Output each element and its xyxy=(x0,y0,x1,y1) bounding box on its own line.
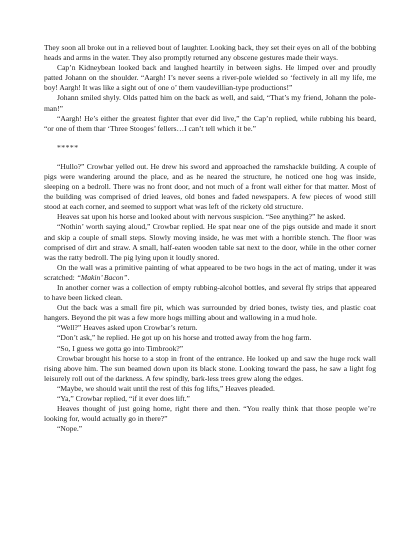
paragraph: In another corner was a collection of empty rubbing-alcohol bottles, and several fly strips that appeared to have been licked clean. xyxy=(44,282,376,303)
paragraph: They soon all broke out in a relieved bout of laughter. Looking back, they set their eyes on all of the bobbing heads and arms in the water. They also promptly returned any obscene gestures made their ways. xyxy=(44,43,376,63)
paragraph: “Maybe, we should wait until the rest of this fog lifts,” Heaves pleaded. xyxy=(57,383,275,393)
section-two xyxy=(44,162,376,435)
sign-text: “Makin’ Bacon” xyxy=(76,272,128,282)
scene-separator: ***** xyxy=(57,142,79,152)
paragraph: Heaves thought of just going home, right there and then. “You really think that those people we’re looking for, would actually go in there?” xyxy=(44,404,376,424)
paragraph: Out the back was a small fire pit, which was surrounded by dried bones, twisty ties, and plastic coat hangers. Beyond the pit was a few more hogs milling about and wallowing in a mud hole. xyxy=(44,303,376,323)
paragraph: “Hullo?” Crowbar yelled out. He drew his sword and approached the ramshackle building. A couple of pigs were wandering around the place, and as he neared the structure, he noticed one hog was inside, sleeping on a bedroll. There was no front door, and not much of a front wall either for that matter. Most of the building was comprised of dried leaves, old bones and faded newspapers. A few pieces of wood still stood at each corner, and seemed to support what was left of the rickety old structure. xyxy=(44,161,376,212)
sign-end-text: . xyxy=(127,272,130,282)
paragraph: Cap’n Kidneybean looked back and laughed heartily in between sighs. He limped over and proudly patted Johann on the shoulder. “Aargh! I’s never seens a river-pole wielded so ‘fectively in all my life, me boy! Aargh! It was like a sight out of one o’ them vaudevillian-type productions!” xyxy=(44,63,376,93)
sign-intro-text: On the wall was a primitive painting of what appeared to be two hogs in the act of mating, under it was scratched: xyxy=(44,262,376,282)
paragraph: “Well?” Heaves asked upon Crowbar’s return. xyxy=(57,323,198,333)
paragraph-sign xyxy=(44,263,376,283)
paragraph: “Nothin’ worth saying aloud,” Crowbar replied. He spat near one of the pigs outside and made it snort and skip a couple of small steps. Slowly moving inside, he was met with a horrible stench. The floor was comprised of dirt and straw. A small, half-eaten wooden table sat next to the door, while in the other corner was the ratty bedroll. The pig lying upon it loudly snored. xyxy=(44,222,376,262)
section-one xyxy=(44,43,376,134)
paragraph: Crowbar brought his horse to a stop in front of the entrance. He looked up and saw the huge rock wall rising above him. The sun beamed down upon its black stone. Looking toward the pass, he saw a light fog leisurely roll out of the darkness. A few spindly, bark-less trees grew along the edges. xyxy=(44,353,376,383)
paragraph: “Aargh! He’s either the greatest fighter that ever did live,” the Cap’n replied, while rubbing his beard, “or one of them thar ‘Three Stooges’ fellers…I can’t tell which it be.” xyxy=(44,113,376,133)
paragraph: Heaves sat upon his horse and looked about with nervous suspicion. “See anything?” he asked. xyxy=(57,212,346,222)
paragraph: Johann smiled shyly. Olds patted him on the back as well, and said, “That’s my friend, Johann the pole-man!” xyxy=(44,93,376,113)
paragraph: “So, I guess we gotta go into Timbrook?” xyxy=(57,343,184,353)
paragraph: “Nope.” xyxy=(57,424,83,434)
paragraph: “Ya,” Crowbar replied, “if it ever does lift.” xyxy=(57,394,190,403)
paragraph: “Don’t ask,” he replied. He got up on his horse and trotted away from the hog farm. xyxy=(57,333,312,343)
